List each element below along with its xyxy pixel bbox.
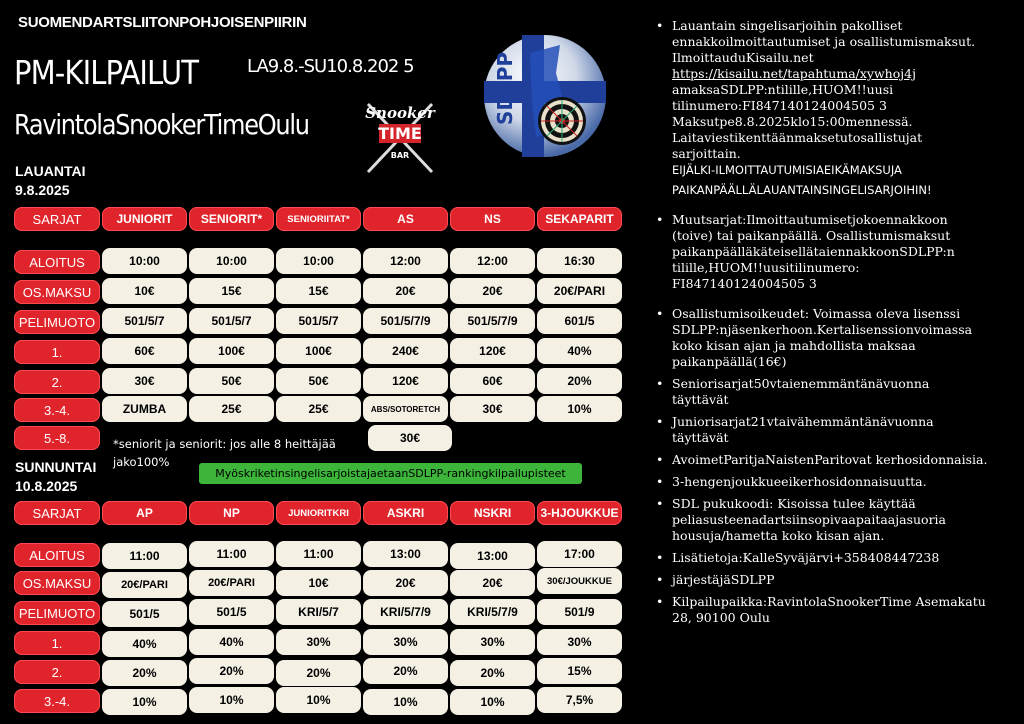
- sun-cell: 20%: [450, 660, 535, 686]
- sat-cell: 12:00: [363, 248, 448, 274]
- info-line: sarjoittain.: [672, 146, 741, 161]
- info-contact: • Lisätietoja:KalleSyväjärvi+358408447238: [656, 550, 1012, 566]
- event-title: PM-KILPAILUT: [14, 53, 199, 92]
- sun-cell: 10€: [276, 570, 361, 596]
- info-line: FI847140124004505 3: [672, 276, 817, 291]
- info-line: PAIKANPÄÄLLÄLAUANTAINSINGELISARJOIHIN!: [672, 183, 932, 197]
- sat-row-label-pelimuoto: PELIMUOTO: [14, 310, 100, 334]
- info-line: paikanpäälläkäteisellätaiennakkoonSDLPP:n: [672, 244, 955, 259]
- sun-cell: 20€: [363, 570, 448, 596]
- sat-cell: 20€: [450, 278, 535, 304]
- sun-cell: 30€/JOUKKUE: [537, 568, 622, 594]
- info-other-series: [656, 212, 1012, 292]
- info-line: peliasusteenadartsiinsopivaapaitaajasuoria: [672, 512, 946, 527]
- sun-cell: 20€: [450, 570, 535, 596]
- sun-cell: 13:00: [450, 543, 535, 569]
- sun-cell: 7,5%: [537, 687, 622, 713]
- sun-cell: 10%: [102, 689, 187, 715]
- info-line: täyttävät: [672, 392, 729, 407]
- info-line: ennakkoilmoittautumiset ja osallistumismaksut.: [672, 34, 976, 49]
- saturday-date: 9.8.2025: [15, 182, 70, 198]
- sat-header-senior: SENIORIT*: [189, 207, 274, 231]
- sun-row-label-pelimuoto: PELIMUOTO: [14, 601, 100, 625]
- info-line: • Lauantain singelisarjoihin pakolliset: [672, 18, 903, 33]
- sat-cell: 10:00: [102, 248, 187, 274]
- sun-row-label-osmaksu: OS.MAKSU: [14, 571, 100, 595]
- sat-row-label-osmaksu: OS.MAKSU: [14, 280, 100, 304]
- sat-cell: 30€: [450, 396, 535, 422]
- sun-cell: 10%: [276, 687, 361, 713]
- sat-cell: 30€: [102, 368, 187, 394]
- sat-cell: 15€: [189, 278, 274, 304]
- sun-cell: KRI/5/7: [276, 599, 361, 625]
- info-dress-code: [656, 496, 1012, 544]
- info-senior-age: [656, 376, 1012, 408]
- sdlpp-logo-text: SDLPP: [493, 51, 517, 125]
- info-line: täyttävät: [672, 430, 729, 445]
- sat-cell: 20€/PARI: [537, 278, 622, 304]
- info-junior-age: [656, 414, 1012, 446]
- time-logo-text: TIME: [378, 124, 422, 143]
- sat-row-label-5th-8th: 5.-8.: [14, 426, 100, 450]
- sat-cell: 100€: [189, 338, 274, 364]
- sat-cell: 601/5: [537, 308, 622, 334]
- sat-cell: 25€: [276, 396, 361, 422]
- sat-cell: 25€: [189, 396, 274, 422]
- kisailu-link[interactable]: https://kisailu.net/tapahtuma/xywhoj4j: [672, 66, 916, 81]
- sat-cell: 50€: [189, 368, 274, 394]
- sat-header-ns: NS: [450, 207, 535, 231]
- event-dates: LA9.8.-SU10.8.202 5: [247, 56, 414, 77]
- info-registration: [656, 18, 1012, 198]
- sun-cell: 10%: [450, 689, 535, 715]
- snooker-logo-text: Snooker: [365, 104, 435, 122]
- info-line: tilinumero:FI847140124004505 3: [672, 98, 887, 113]
- sat-cell: ABS/SOTORETCH: [363, 396, 448, 422]
- info-line: • Kilpailupaikka:RavintolaSnookerTime Asemakatu: [672, 594, 986, 609]
- info-line: housuja/hametta koko kisan ajan.: [672, 528, 885, 543]
- sat-header-sekaparit: SEKAPARIT: [537, 207, 622, 231]
- footnote-line: *seniorit ja seniorit: jos alle 8 heittäjää: [113, 437, 336, 451]
- sdlpp-dartboard-logo-icon: [482, 33, 608, 159]
- sun-cell: 501/5: [189, 599, 274, 625]
- sun-header-np: NP: [189, 501, 274, 525]
- info-venue-address: [656, 594, 1012, 626]
- sun-row-label-2nd: 2.: [14, 660, 100, 684]
- sun-cell: 40%: [102, 631, 187, 657]
- saturday-label: [15, 162, 86, 200]
- saturday-day: LAUANTAI: [15, 163, 86, 179]
- sat-cell: 16:30: [537, 248, 622, 274]
- sun-row-label-aloitus: ALOITUS: [14, 543, 100, 567]
- sun-cell: 10%: [189, 687, 274, 713]
- sun-cell: 501/5: [102, 601, 187, 627]
- sdlpp-logo: [482, 33, 608, 159]
- sunday-day: SUNNUNTAI: [15, 459, 97, 475]
- sat-cell: 100€: [276, 338, 361, 364]
- sat-cell: 120€: [450, 338, 535, 364]
- sat-row-label-1st: 1.: [14, 340, 100, 364]
- sun-cell: 20%: [102, 660, 187, 686]
- sunday-label: [15, 458, 96, 496]
- sun-cell: 13:00: [363, 541, 448, 567]
- sun-cell: 11:00: [102, 543, 187, 569]
- sat-cell: 40%: [537, 338, 622, 364]
- bar-logo-text: BAR: [390, 151, 410, 160]
- info-line: EIJÄLKI-ILMOITTAUTUMISIAEIKÄMAKSUJA: [672, 163, 902, 177]
- sat-row-label-aloitus: ALOITUS: [14, 250, 100, 274]
- info-line: Laitaviestikenttäänmaksetutosallistujat: [672, 130, 923, 145]
- sat-cell: 50€: [276, 368, 361, 394]
- event-venue: RavintolaSnookerTimeOulu: [14, 108, 309, 141]
- snooker-time-bar-logo-icon: [360, 96, 440, 176]
- sat-cell: 10€: [102, 278, 187, 304]
- sat-cell: 120€: [363, 368, 448, 394]
- sat-cell: 10%: [537, 396, 622, 422]
- info-line: • Muutsarjat:Ilmoittautumisetjokoennakkoon: [672, 212, 948, 227]
- sat-row-label-2nd: 2.: [14, 370, 100, 394]
- sat-cell: 501/5/7/9: [363, 308, 448, 334]
- info-line: tilille,HUOM!!uusitilinumero:: [672, 260, 860, 275]
- sun-cell: 30%: [276, 629, 361, 655]
- footnote-line: jako100%: [113, 455, 170, 469]
- sunday-date: 10.8.2025: [15, 478, 78, 494]
- sun-cell: 17:00: [537, 541, 622, 567]
- sat-cell: 240€: [363, 338, 448, 364]
- sun-cell: KRI/5/7/9: [363, 599, 448, 625]
- info-line: IlmoittauduKisailu.net: [672, 50, 814, 65]
- sat-cell: 20€: [363, 278, 448, 304]
- sun-cell: 15%: [537, 658, 622, 684]
- snooker-time-logo: [360, 96, 440, 176]
- sat-cell: 10:00: [276, 248, 361, 274]
- sun-cell: 20%: [189, 658, 274, 684]
- sat-cell: 501/5/7/9: [450, 308, 535, 334]
- info-team-club: • 3-hengenjoukkueeikerhosidonnaisuutta.: [656, 474, 1012, 490]
- info-line: amaksaSDLPP:ntilille,HUOM!!uusi: [672, 82, 894, 97]
- sat-cell: 60€: [102, 338, 187, 364]
- sun-cell: 30%: [450, 629, 535, 655]
- sat-cell: 30€: [368, 425, 452, 451]
- sun-cell: 10%: [363, 689, 448, 715]
- sun-row-label-3rd-4th: 3.-4.: [14, 689, 100, 713]
- info-column: [656, 18, 1012, 632]
- sat-header-junior: JUNIORIT: [102, 207, 187, 231]
- sun-header-junioritkri: JUNIORITKRI: [276, 501, 361, 525]
- sat-cell: 20%: [537, 368, 622, 394]
- sat-row-label-3rd-4th: 3.-4.: [14, 398, 100, 422]
- sat-cell: 501/5/7: [102, 308, 187, 334]
- sat-cell: 60€: [450, 368, 535, 394]
- info-line: • Seniorisarjat50vtaienemmäntänävuonna: [672, 376, 930, 391]
- sat-header-seniorit-women: SENIORIITAT*: [276, 207, 361, 231]
- sun-cell: KRI/5/7/9: [450, 599, 535, 625]
- sun-cell: 40%: [189, 629, 274, 655]
- info-line: SDLPP:njäsenkerhoon.Kertalisenssionvoimassa: [672, 322, 973, 337]
- sat-cell: 15€: [276, 278, 361, 304]
- info-organizer: • järjestäjäSDLPP: [656, 572, 1012, 588]
- sun-cell: 11:00: [189, 541, 274, 567]
- info-line: (toive) tai paikanpäällä. Osallistumismaksut: [672, 228, 951, 243]
- info-line: koko kisan ajan ja mahdollista maksaa: [672, 338, 916, 353]
- sun-header-nskri: NSKRI: [450, 501, 535, 525]
- sun-cell: 11:00: [276, 541, 361, 567]
- sun-cell: 20€/PARI: [102, 572, 187, 598]
- sun-header-ap: AP: [102, 501, 187, 525]
- info-line: 28, 90100 Oulu: [672, 610, 770, 625]
- info-line: • Osallistumisoikeudet: Voimassa oleva lisenssi: [672, 306, 961, 321]
- info-line: Maksutpe8.8.2025klo15:00mennessä.: [672, 114, 913, 129]
- organizer-name: SUOMENDARTSLIITONPOHJOISENPIIRIN: [18, 14, 307, 31]
- sat-cell: 10:00: [189, 248, 274, 274]
- sun-cell: 20€/PARI: [189, 570, 274, 596]
- sun-cell: 501/9: [537, 599, 622, 625]
- info-line: • SDL pukukoodi: Kisoissa tulee käyttää: [672, 496, 916, 511]
- sun-cell: 30%: [537, 629, 622, 655]
- sat-header-as: AS: [363, 207, 448, 231]
- sat-cell: 501/5/7: [189, 308, 274, 334]
- sat-cell: 12:00: [450, 248, 535, 274]
- sun-row-label-1st: 1.: [14, 631, 100, 655]
- sat-header-sarjat: SARJAT: [14, 207, 100, 231]
- info-pairs-club: • AvoimetParitjaNaistenParitovat kerhosidonnaisia.: [656, 452, 1012, 468]
- info-line: • Juniorisarjat21vtaivähemmäntänävuonna: [672, 414, 934, 429]
- sat-cell: ZUMBA: [102, 396, 187, 422]
- info-line: paikanpäällä(16€): [672, 354, 787, 369]
- ranking-points-note: MyöskriketinsingelisarjoistajaetaanSDLPP-rankingkilpailupisteet: [199, 463, 582, 484]
- sun-cell: 20%: [276, 660, 361, 686]
- sat-cell: 501/5/7: [276, 308, 361, 334]
- sun-header-sarjat: SARJAT: [14, 501, 100, 525]
- sun-cell: 30%: [363, 629, 448, 655]
- sun-cell: 20%: [363, 658, 448, 684]
- sun-header-askri: ASKRI: [363, 501, 448, 525]
- sun-header-3hjoukkue: 3-HJOUKKUE: [537, 501, 622, 525]
- info-eligibility: [656, 306, 1012, 370]
